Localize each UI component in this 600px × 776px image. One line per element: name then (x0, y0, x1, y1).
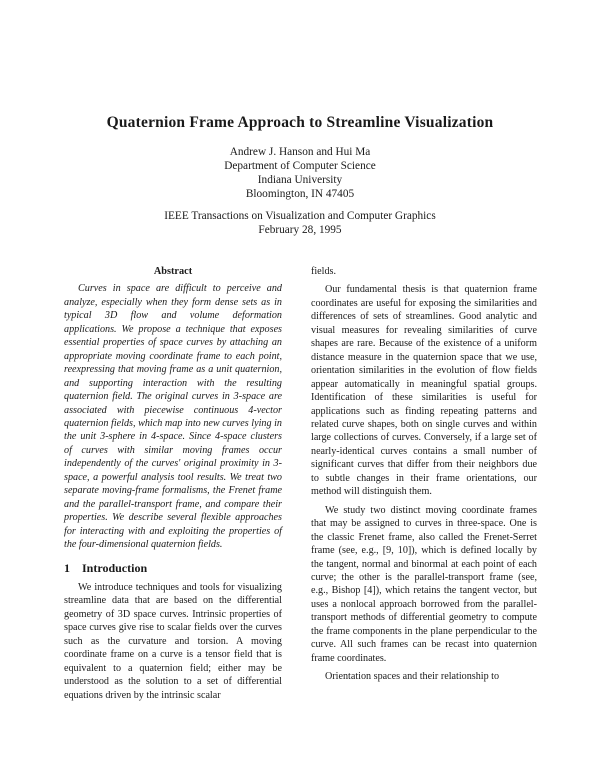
publication-date: February 28, 1995 (258, 224, 342, 236)
journal-name: IEEE Transactions on Visualization and Computer Graphics (164, 210, 436, 222)
right-column (311, 265, 537, 684)
section-number: 1 (64, 560, 70, 575)
address: Bloomington, IN 47405 (245, 188, 355, 200)
intro-paragraph: Our fundamental thesis is that quaternion frame coordinates are useful for exposing the similarities and differences of sets of streamlines. Good analytic and visual measures for revealing similarities of curve shapes are rare. Because of the existence of a uniform distance measure in the quaternion space that we use, orientation similarities in the evolution of flow fields appear automatically in meaningful spatial groups. Identification of these similarities is useful for applications such as finding repeating patterns and related curve shapes, both on single curves and within large collections of curves. Conversely, if a large set of nearly-identical curves contains a small number of significant curves that differ from their neighbors due to subtle changes in their frame orientations, our method will distinguish them. (311, 284, 537, 498)
left-column (64, 265, 282, 702)
intro-paragraph-continuation: fields. (311, 266, 337, 277)
university: Indiana University (257, 174, 343, 186)
abstract-heading: Abstract (153, 266, 193, 277)
authors: Andrew J. Hanson and Hui Ma (229, 146, 371, 158)
section-heading-introduction (64, 562, 282, 575)
intro-paragraph: We study two distinct moving coordinate frames that may be assigned to curves in three-space. One is the classic Frenet frame, also called the Frenet-Serret frame (see, e.g., [9, 10]), which is defined locally by the tangent, normal and binormal at each point of each curve; the other is the parallel-transport frame (see, e.g., Bishop [4]), which retains the tangent vector, but uses a nonlocal approach borrowed from the parallel-transport methods of differential geometry to compute the frame components in the plane perpendicular to the curve. All such frames can be recast into quaternion frame coordinates. (311, 504, 537, 664)
department: Department of Computer Science (224, 160, 376, 172)
intro-paragraph: We introduce techniques and tools for visualizing streamline data that are based on the differential geometry of 3D space curves. Intrinsic properties of space curves give rise to scalar fields over the curves such as the curvature and torsion. A moving coordinate frame on a curve is a tensor field that is equivalent to a quaternion field; either may be understood as the solution to a set of differential equations driven by the intrinsic scalar (64, 581, 282, 701)
abstract-text: Curves in space are difficult to perceive and analyze, especially when they form dense sets as in typical 3D flow and volume deformation applications. We propose a technique that exposes essential properties of space curves by attaching an appropriate moving coordinate frame to each point, reexpressing that moving frame as a unit quaternion, and supporting interaction with the resulting quaternion field. The original curves in 3-space are associated with piecewise continuous 4-vector quaternion fields, which map into new curves lying in the unit 3-sphere in 4-space. Since 4-space clusters of curves with similar moving frames occur independently of the curves' original proximity in 3-space, a powerful analysis tool results. We treat two separate moving-frame formalisms, the Frenet frame and the parallel-transport frame, and compare their properties. We describe several flexible approaches for interacting with and exploiting the properties of the four-dimensional quaternion fields. (64, 283, 282, 551)
section-title: Introduction (82, 560, 148, 575)
paper-title: Quaternion Frame Approach to Streamline Visualization (106, 114, 494, 131)
intro-paragraph: Orientation spaces and their relationship to (325, 671, 500, 683)
